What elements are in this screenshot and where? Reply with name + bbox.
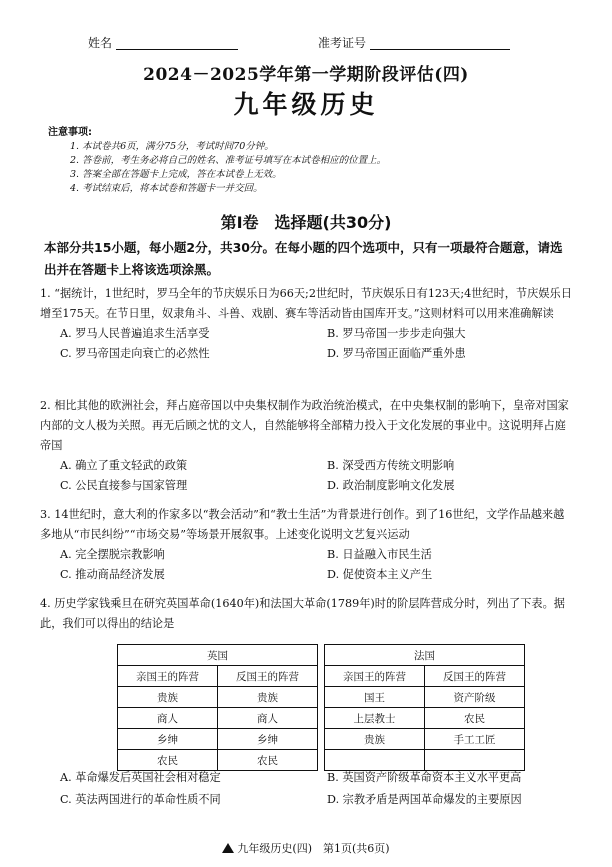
table-gap [318,666,325,687]
option-c[interactable]: C. 罗马帝国走向衰亡的必然性 [60,347,210,360]
question-4 [40,594,575,634]
option-b[interactable]: B. 深受西方传统文明影响 [327,459,455,472]
france-header: 法国 [325,645,525,666]
exam-subtitle: 2024－2025学年第一学期阶段评估(四) [143,65,469,85]
column-header: 亲国王的阵营 [325,666,425,687]
table-cell: 商人 [218,708,318,729]
table-cell: 贵族 [118,687,218,708]
name-blank[interactable] [116,49,238,50]
notes-block [48,126,568,196]
option-d[interactable]: D. 罗马帝国正面临严重外患 [327,347,466,360]
table-gap [318,708,325,729]
table-cell: 农民 [218,750,318,771]
question-4-options [40,768,575,812]
note-item: 3. 答案全部在答题卡上完成，答在本试卷上无效。 [70,169,282,180]
triangle-logo-icon [222,843,234,853]
table-row [118,729,525,750]
option-b[interactable]: B. 日益融入市民生活 [327,548,432,561]
table-cell: 农民 [425,708,525,729]
revolution-camp-table [117,644,525,771]
ticket-blank[interactable] [370,49,510,50]
question-stem: 4. 历史学家钱乘旦在研究英国革命(1640年)和法国大革命(1789年)时的阶层阵营成分时，列出了下表。据此，我们可以得出的结论是 [40,597,565,630]
options-row [40,324,575,344]
note-item: 2. 答卷前，考生务必将自己的姓名、准考证号填写在本试卷相应的位置上。 [70,155,387,166]
option-a[interactable]: A. 完全摆脱宗教影响 [60,548,165,561]
question-stem: 3. 14世纪时，意大利的作家多以“教会活动”和“教士生活”为背景进行创作。到了16世纪，文学作品越来越多地从“市民纠纷”“市场交易”等场景开展叙事。上述变化说明文艺复兴运动 [40,508,565,541]
option-a[interactable]: A. 革命爆发后英国社会相对稳定 [60,771,221,784]
england-header: 英国 [118,645,318,666]
option-d[interactable]: D. 政治制度影响文化发展 [327,479,455,492]
name-label: 姓名 [88,36,113,50]
options-row [40,476,575,496]
table-cell: 国王 [325,687,425,708]
table-cell: 商人 [118,708,218,729]
note-item: 1. 本试卷共6页，满分75分，考试时间70分钟。 [70,141,274,152]
question-stem: 2. 相比其他的欧洲社会，拜占庭帝国以中央集权制作为政治统治模式，在中央集权制的影响下，皇帝对国家内部的文人极为关照。再无后顾之忧的文人，自然能够将全部精力投入于文化发展的事业中。这说明拜占庭帝国 [40,399,569,452]
option-b[interactable]: B. 英国资产阶级革命资本主义水平更高 [327,771,522,784]
option-d[interactable]: D. 促使资本主义产生 [327,568,433,581]
page-footer [0,840,612,856]
question-2 [40,396,575,496]
table-cell: 乡绅 [218,729,318,750]
question-stem: 1. “据统计，1世纪时，罗马全年的节庆娱乐日为66天;2世纪时，节庆娱乐日有123天;4世纪时，节庆娱乐日增至175天。在节日里，奴隶角斗、斗兽、戏剧、赛车等活动皆由国库开支。”这则材料可以用来准确解读 [40,287,572,320]
options-row [40,456,575,476]
note-item: 4. 考试结束后，将本试卷和答题卡一并交回。 [70,183,263,194]
table-cell: 贵族 [218,687,318,708]
section-intro: 本部分共15小题，每小题2分，共30分。在每小题的四个选项中，只有一项最符合题意，请选出并在答题卡上将该选项涂黑。 [44,240,563,277]
question-3 [40,505,575,585]
table-cell: 手工工匠 [425,729,525,750]
notes-heading: 注意事项: [48,127,92,138]
ticket-label: 准考证号 [318,36,367,50]
table-cell: 乡绅 [118,729,218,750]
options-row [40,790,575,812]
option-d[interactable]: D. 宗教矛盾是两国革命爆发的主要原因 [327,793,522,806]
footer-text: 九年级历史(四) 第1页(共6页) [237,842,390,855]
option-a[interactable]: A. 罗马人民普遍追求生活享受 [60,327,210,340]
table-cell: 上层教士 [325,708,425,729]
table-gap [318,645,325,666]
column-header: 亲国王的阵营 [118,666,218,687]
option-c[interactable]: C. 推动商品经济发展 [60,568,165,581]
table-row [118,708,525,729]
option-c[interactable]: C. 公民直接参与国家管理 [60,479,188,492]
table-gap [318,687,325,708]
question-1 [40,284,575,364]
exam-title: 九年级历史 [233,90,379,119]
options-row [40,565,575,585]
table-row [118,666,525,687]
options-row [40,344,575,364]
table-row [118,687,525,708]
table-gap [318,729,325,750]
table-cell: 资产阶级 [425,687,525,708]
section-title: 第Ⅰ卷 选择题(共30分) [220,213,392,232]
options-row [40,545,575,565]
table-row [118,645,525,666]
table-cell: 贵族 [325,729,425,750]
option-b[interactable]: B. 罗马帝国一步步走向强大 [327,327,466,340]
column-header: 反国王的阵营 [218,666,318,687]
option-c[interactable]: C. 英法两国进行的革命性质不同 [60,793,221,806]
column-header: 反国王的阵营 [425,666,525,687]
options-row [40,768,575,790]
option-a[interactable]: A. 确立了重文轻武的政策 [60,459,188,472]
table-cell: 农民 [118,750,218,771]
